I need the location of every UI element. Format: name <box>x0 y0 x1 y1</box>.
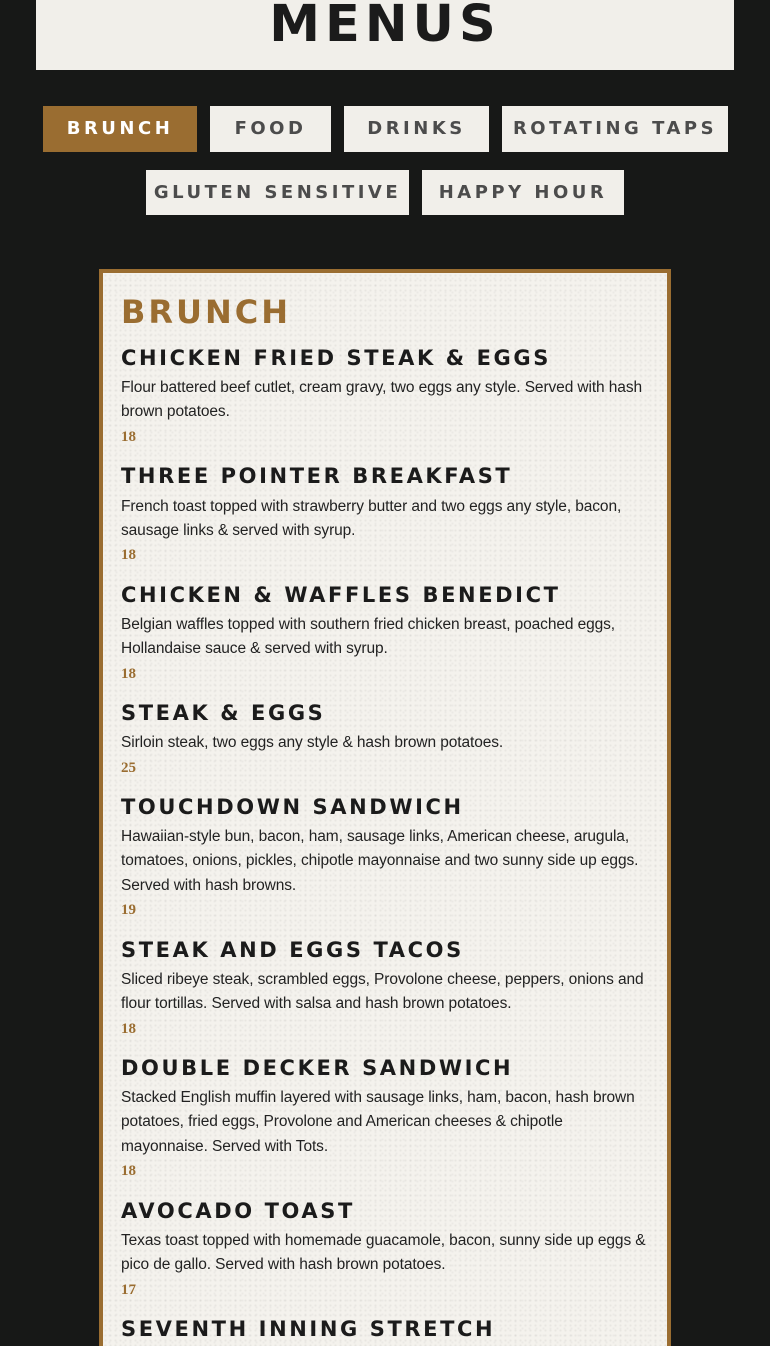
tab-drinks[interactable]: DRINKS <box>344 106 489 152</box>
section-title: BRUNCH <box>121 293 292 331</box>
page-title: MENUS <box>269 0 501 54</box>
menu-item-name: CHICKEN FRIED STEAK & EGGS <box>121 346 551 370</box>
menu-item-name: SEVENTH INNING STRETCH <box>121 1317 496 1341</box>
menu-item-name: DOUBLE DECKER SANDWICH <box>121 1056 514 1080</box>
menu-item-name: CHICKEN & WAFFLES BENEDICT <box>121 583 561 607</box>
menu-item-name: STEAK AND EGGS TACOS <box>121 938 464 962</box>
tab-gluten-sensitive[interactable]: GLUTEN SENSITIVE <box>146 170 409 215</box>
menu-item-price: 18 <box>121 1021 136 1037</box>
menu-item-price: 18 <box>121 429 136 445</box>
menu-item-description: Belgian waffles topped with southern fried chicken breast, poached eggs, Hollandaise sauce & served with syrup. <box>121 616 616 658</box>
menu-item-description: French toast topped with strawberry butter and two eggs any style, bacon, sausage links & served with syrup. <box>121 498 622 540</box>
menu-item-description: Sliced ribeye steak, scrambled eggs, Provolone cheese, peppers, onions and flour tortillas. Served with salsa and hash brown potatoes. <box>121 971 644 1013</box>
menu-item-description: Stacked English muffin layered with sausage links, ham, bacon, hash brown potatoes, fried eggs, Provolone and American cheeses & chipotle mayonnaise. Served with Tots. <box>121 1089 635 1155</box>
tab-food[interactable]: FOOD <box>210 106 331 152</box>
menu-item-description: Hawaiian-style bun, bacon, ham, sausage links, American cheese, arugula, tomatoes, onions, pickles, chipotle mayonnaise and two sunny side up eggs. Served with hash browns. <box>121 828 639 894</box>
menu-item-price: 19 <box>121 902 136 918</box>
tab-happy-hour[interactable]: HAPPY HOUR <box>422 170 624 215</box>
menu-item-price: 18 <box>121 547 136 563</box>
menu-item-price: 18 <box>121 1163 136 1179</box>
menu-item-description: Texas toast topped with homemade guacamole, bacon, sunny side up eggs & pico de gallo. Served with hash brown potatoes. <box>121 1232 646 1274</box>
menu-item-price: 18 <box>121 666 136 682</box>
menu-item-name: AVOCADO TOAST <box>121 1199 355 1223</box>
menu-item-description: Sirloin steak, two eggs any style & hash brown potatoes. <box>121 734 504 751</box>
tab-brunch[interactable]: BRUNCH <box>43 106 197 152</box>
menu-item-name: STEAK & EGGS <box>121 701 326 725</box>
menu-item-name: THREE POINTER BREAKFAST <box>121 464 513 488</box>
menu-item-price: 17 <box>121 1282 136 1298</box>
menu-item-name: TOUCHDOWN SANDWICH <box>121 795 464 819</box>
menu-item-price: 25 <box>121 760 136 776</box>
menu-item-description: Flour battered beef cutlet, cream gravy, two eggs any style. Served with hash brown potatoes. <box>121 379 642 421</box>
menus-header <box>36 0 734 70</box>
tab-rotating-taps[interactable]: ROTATING TAPS <box>502 106 728 152</box>
